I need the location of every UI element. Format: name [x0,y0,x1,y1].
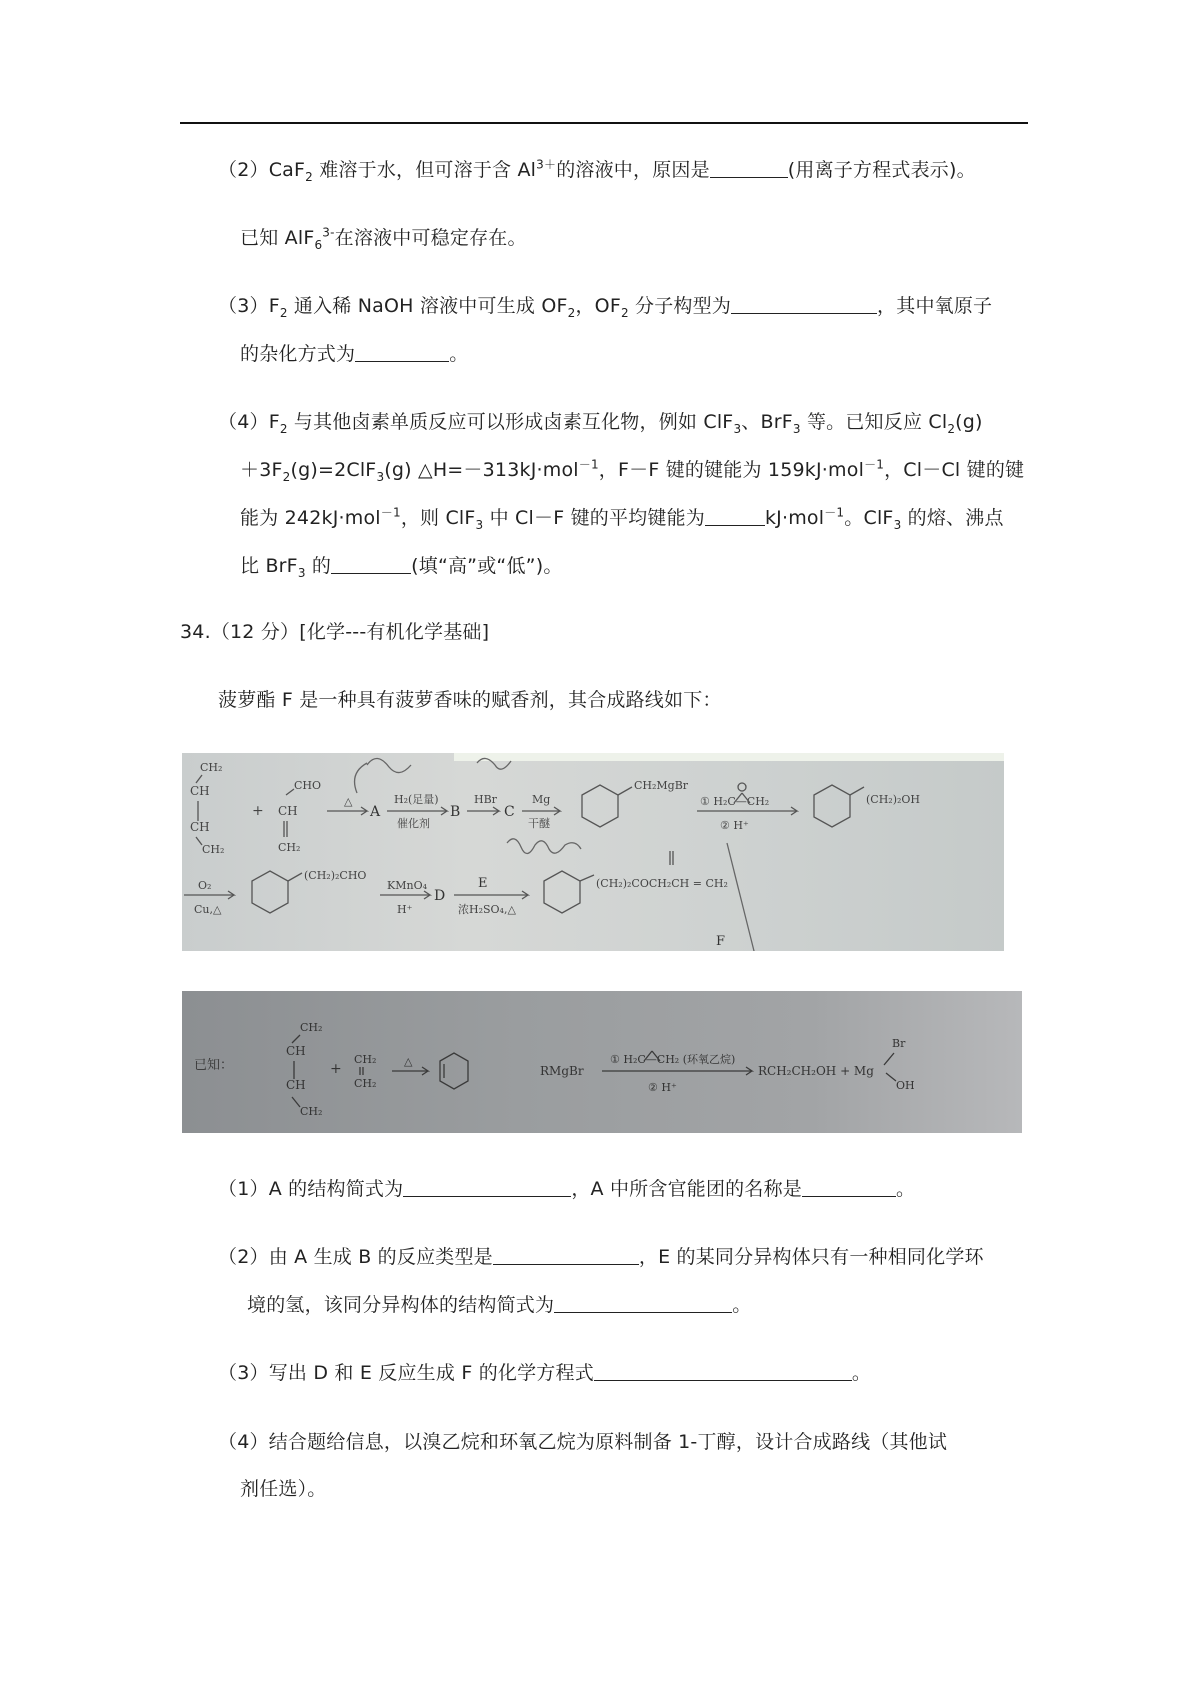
ester-chain-label: (CH₂)₂COCH₂CH = CH₂ [596,877,728,890]
q34-part1: （1）A 的结构简式为 ，A 中所含官能团的名称是 。 [218,1178,916,1200]
given-butadiene-ch-1: CH [286,1044,306,1058]
q34-part4-line2: 剂任选）。 [240,1478,327,1500]
o2-label: O₂ [198,879,212,892]
answer-blank[interactable] [403,1178,571,1197]
answer-blank[interactable] [710,159,788,178]
synthesis-scheme-image [182,753,1004,951]
given-epoxide-label: ① H₂C—CH₂ (环氧乙烷) [610,1053,736,1066]
given-acid-label: ② H⁺ [648,1081,677,1094]
compound-E: E [478,876,488,891]
butadiene-ch2-bottom: CH₂ [202,843,225,856]
dry-ether-label: 干醚 [528,817,550,830]
cyclohexane-ring-2 [814,785,850,827]
cu-heat-label: Cu,△ [194,903,222,916]
answer-blank[interactable] [802,1178,896,1197]
q34-part2-line1: （2）由 A 生成 B 的反应类型是 ，E 的某同分异构体只有一种相同化学环 [218,1246,984,1268]
q33-part4-line3: 能为 242kJ·mol$^{-1}$，则 ClF$_3$ 中 Cl－F 键的平均键能为 kJ·mol$^{-1}$。ClF$_3$ 的熔、沸点 [240,505,1004,532]
kmno4-label: KMnO₄ [387,879,427,892]
given-br: Br [892,1037,906,1050]
answer-blank[interactable] [493,1246,639,1265]
given-ethene-ch2-top: CH₂ [354,1053,377,1066]
answer-blank[interactable] [554,1294,732,1313]
q34-part3: （3）写出 D 和 E 反应生成 F 的化学方程式 。 [218,1362,872,1384]
answer-blank[interactable] [331,555,411,574]
given-delta: △ [404,1055,413,1068]
answer-blank[interactable] [705,507,765,526]
q34-part2-line2: 境的氢，该同分异构体的结构简式为 。 [247,1294,752,1316]
q33-part4-line2: $+3F_2(g)=2ClF_3(g)$ △H=－313kJ·mol$^{-1}$，F－F 键的键能为 159kJ·mol$^{-1}$，Cl－Cl 键的键 [240,457,1025,484]
acrolein-cho: CHO [294,779,322,792]
compound-A: A [370,804,381,820]
given-oh: OH [896,1079,915,1092]
given-plus: + [330,1061,342,1077]
hbr-label: HBr [474,793,497,806]
compound-D: D [434,888,446,904]
answer-blank[interactable] [731,295,877,314]
given-butadiene-ch2-top: CH₂ [300,1021,323,1034]
ch22cho-label: (CH₂)₂CHO [304,869,367,882]
compound-C: C [504,804,515,820]
given-butadiene-ch-2: CH [286,1078,306,1092]
given-information-image [182,991,1022,1133]
ch22oh-label: (CH₂)₂OH [866,793,921,806]
q33-part2-line2: 已知 AlF$_6^{3-}$在溶液中可稳定存在。 [240,225,527,252]
q34-part4-line1: （4）结合题给信息，以溴乙烷和环氧乙烷为原料制备 1-丁醇，设计合成路线（其他试 [218,1431,948,1453]
catalyst-label: 催化剂 [397,817,430,830]
acrolein-ch: CH [278,804,298,818]
delta-label: △ [344,795,353,808]
cyclohexane-ring-4 [544,871,580,913]
q33-part4-line4: 比 BrF$_3$ 的 (填“高”或“低”)。 [240,555,563,580]
plus-sign: + [252,803,264,819]
butadiene-ch2-top: CH₂ [200,761,223,774]
given-rmgbr: RMgBr [540,1064,584,1078]
answer-blank[interactable] [355,343,449,362]
header-rule [180,122,1028,124]
given-label: 已知： [194,1058,234,1073]
answer-blank[interactable] [594,1362,852,1381]
conc-h2so4-label: 浓H₂SO₄,△ [458,903,516,916]
mg-label: Mg [532,793,551,806]
compound-F: F [716,934,726,949]
h2-excess-label: H₂(足量) [394,793,439,806]
given-ethene-ch2-bottom: CH₂ [354,1077,377,1090]
butadiene-ch-1: CH [190,784,210,798]
butadiene-ch-2: CH [190,820,210,834]
acrolein-ch2: CH₂ [278,841,301,854]
q33-part4-line1: $(4)F_2$ 与其他卤素单质反应可以形成卤素互化物，例如 ClF$_3$、BrF$_3$ 等。已知反应 $Cl_2(g)$ [218,411,983,436]
q33-part2-line1: （2）CaF$_2$ 难溶于水，但可溶于含 $Al^{3+}$的溶液中，原因是 (用离子方程式表示)。 [218,157,976,184]
q34-intro: 菠萝酯 F 是一种具有菠萝香味的赋香剂，其合成路线如下： [218,689,722,711]
epoxide-step1-label: ① H₂C—CH₂ [700,795,770,808]
given-butadiene-ch2-bottom: CH₂ [300,1105,323,1118]
q34-header: 34.（12 分）[化学---有机化学基础] [180,621,490,643]
compound-B: B [450,804,461,820]
ch2mgbr-label: CH₂MgBr [634,779,689,792]
q33-part3-line2: 的杂化方式为 。 [240,343,469,365]
acid-step2-label: ② H⁺ [720,819,749,832]
given-product: RCH₂CH₂OH + Mg [758,1064,874,1078]
h-plus-label: H⁺ [397,903,413,916]
q33-part3-line1: $(3)F_2$ 通入稀 NaOH 溶液中可生成 $OF_2$，$OF_2$ 分子构型为 ，其中氧原子 [218,295,993,320]
cyclohexane-ring-1 [582,785,618,827]
cyclohexane-ring-3 [252,871,288,913]
